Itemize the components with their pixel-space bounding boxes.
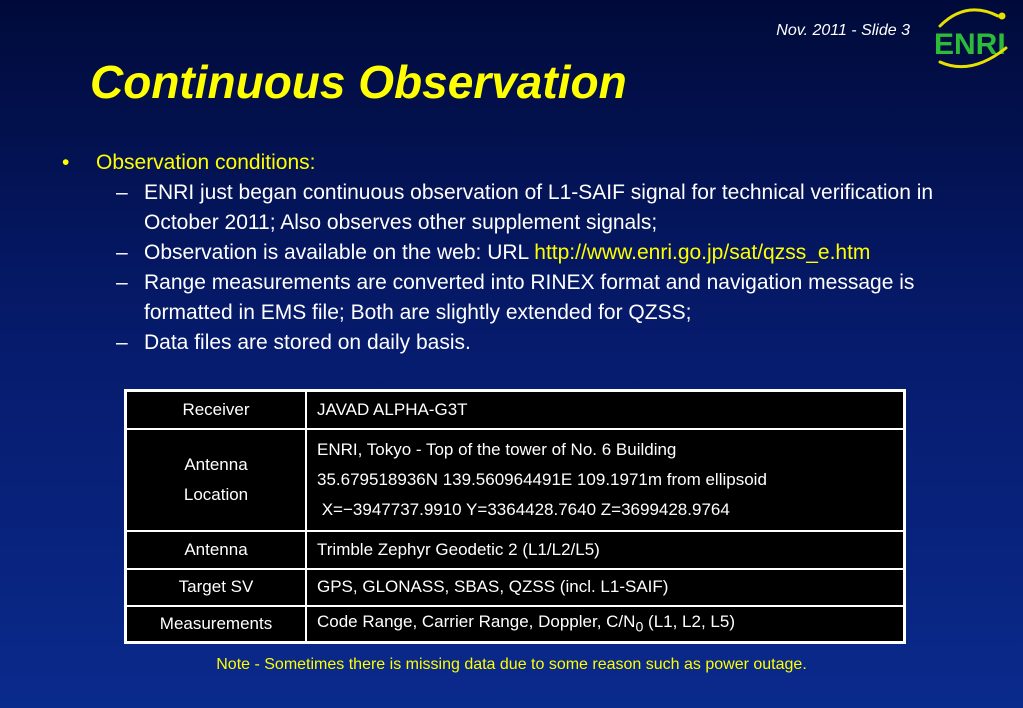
bullet-dot-icon: • xyxy=(62,151,70,174)
footnote: Note - Sometimes there is missing data due to some reason such as power outage. xyxy=(216,656,807,673)
table-row xyxy=(126,606,905,643)
target-sv-value: GPS, GLONASS, SBAS, QZSS (incl. L1-SAIF) xyxy=(306,569,905,606)
location-value: ENRI, Tokyo - Top of the tower of No. 6 Building 35.679518936N 139.560964491E 109.1971m from ellipsoid X=−3947737.9910 Y=3364428.7640 Z=3699428.9764 xyxy=(306,429,905,531)
logo-text: ENRI xyxy=(934,28,1006,61)
receiver-value: JAVAD ALPHA-G3T xyxy=(306,391,905,429)
dash-icon: – xyxy=(116,271,128,294)
dash-icon: – xyxy=(116,241,128,264)
slide-title: Continuous Observation xyxy=(90,56,627,108)
sub-bullet-3: – Range measurements are converted into RINEX format and navigation message is formatted in EMS file; Both are slightly extended for QZSS; xyxy=(116,268,982,328)
sub-bullet-2 xyxy=(116,238,982,268)
table-row xyxy=(126,569,905,606)
measurements-key: Measurements xyxy=(126,606,307,643)
antenna-key: Antenna xyxy=(126,531,307,569)
target-sv-key: Target SV xyxy=(126,569,307,606)
sub-bullet-2-text: Observation is available on the web: URL xyxy=(144,241,535,264)
measurements-value: Code Range, Carrier Range, Doppler, $C/N_0$ (L1, L2, L5) xyxy=(306,606,905,643)
sub-bullet-4: – Data files are stored on daily basis. xyxy=(116,328,982,358)
antenna-value: Trimble Zephyr Geodetic 2 (L1/L2/L5) xyxy=(306,531,905,569)
bullet-heading-text: Observation conditions: xyxy=(96,151,316,174)
bullet-list xyxy=(62,148,982,358)
observation-table xyxy=(124,389,906,644)
table-row xyxy=(126,391,905,429)
table-row xyxy=(126,429,905,531)
receiver-key: Receiver xyxy=(126,391,307,429)
slide-number: Nov. 2011 - Slide 3 xyxy=(776,22,910,39)
dash-icon: – xyxy=(116,181,128,204)
bullet-heading xyxy=(62,148,982,178)
location-key: Antenna Location xyxy=(126,429,307,531)
sub-bullet-1: – ENRI just began continuous observation of L1-SAIF signal for technical verification in October 2011; Also observes other supplement signals; xyxy=(116,178,982,238)
dash-icon: – xyxy=(116,331,128,354)
url-link[interactable]: http://www.enri.go.jp/sat/qzss_e.htm xyxy=(534,241,871,264)
enri-logo xyxy=(926,4,1016,72)
table-row xyxy=(126,531,905,569)
